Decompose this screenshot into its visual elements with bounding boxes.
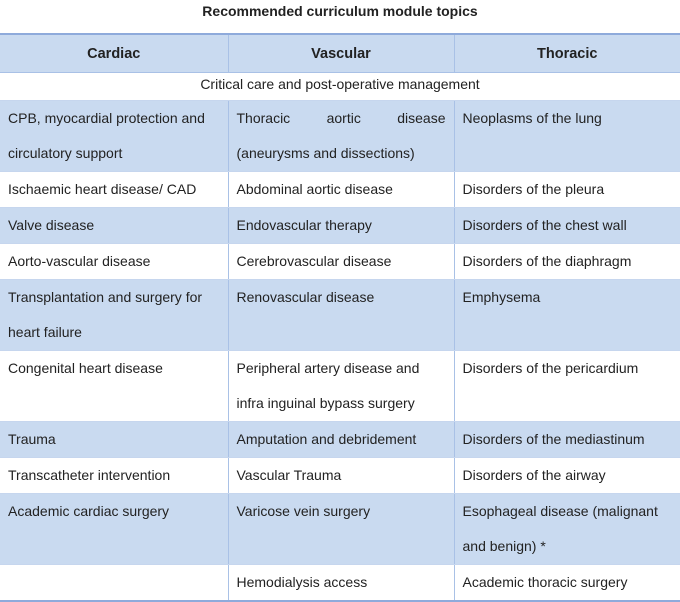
- table-cell: Peripheral artery disease and infra inguinal bypass surgery: [228, 351, 454, 422]
- header-row: [0, 34, 680, 73]
- table-cell: Endovascular therapy: [228, 208, 454, 244]
- table-cell: Esophageal disease (malignant and benign) *: [454, 494, 680, 565]
- table-cell: Renovascular disease: [228, 280, 454, 351]
- table-cell: Abdominal aortic disease: [228, 172, 454, 208]
- table-cell: CPB, myocardial protection and circulatory support: [0, 101, 228, 172]
- table-row: [0, 422, 680, 458]
- header-thoracic: Thoracic: [454, 34, 680, 73]
- table-cell: Cerebrovascular disease: [228, 244, 454, 280]
- table-cell: Academic cardiac surgery: [0, 494, 228, 565]
- table-cell: Hemodialysis access: [228, 565, 454, 602]
- table-cell: Disorders of the pleura: [454, 172, 680, 208]
- table-cell: Congenital heart disease: [0, 351, 228, 422]
- table-row: [0, 494, 680, 565]
- table-row: [0, 280, 680, 351]
- table-cell: Ischaemic heart disease/ CAD: [0, 172, 228, 208]
- table-row: [0, 351, 680, 422]
- table-cell: [0, 565, 228, 602]
- table-cell: Transcatheter intervention: [0, 458, 228, 494]
- table-row: [0, 208, 680, 244]
- table-title: Recommended curriculum module topics: [202, 3, 478, 19]
- table-row: [0, 101, 680, 172]
- header-cardiac: Cardiac: [0, 34, 228, 73]
- table-row: [0, 458, 680, 494]
- table-cell: Academic thoracic surgery: [454, 565, 680, 602]
- table-cell: Neoplasms of the lung: [454, 101, 680, 172]
- table-cell: Disorders of the chest wall: [454, 208, 680, 244]
- table-cell: Valve disease: [0, 208, 228, 244]
- table-cell: Varicose vein surgery: [228, 494, 454, 565]
- header-vascular: Vascular: [228, 34, 454, 73]
- table-row: [0, 172, 680, 208]
- table-cell: Aorto-vascular disease: [0, 244, 228, 280]
- table-cell: Vascular Trauma: [228, 458, 454, 494]
- table-cell: Disorders of the mediastinum: [454, 422, 680, 458]
- table-row: [0, 244, 680, 280]
- table-cell: Disorders of the diaphragm: [454, 244, 680, 280]
- table-cell: Transplantation and surgery for heart failure: [0, 280, 228, 351]
- table-row: [0, 565, 680, 602]
- curriculum-table: [0, 33, 680, 602]
- table-cell: Disorders of the pericardium: [454, 351, 680, 422]
- section-row: [0, 73, 680, 101]
- table-cell: Thoracic aortic disease (aneurysms and dissections): [228, 101, 454, 172]
- table-cell: Amputation and debridement: [228, 422, 454, 458]
- table-cell: Emphysema: [454, 280, 680, 351]
- section-label: Critical care and post-operative management: [0, 73, 680, 101]
- table-cell: Disorders of the airway: [454, 458, 680, 494]
- table-cell: Trauma: [0, 422, 228, 458]
